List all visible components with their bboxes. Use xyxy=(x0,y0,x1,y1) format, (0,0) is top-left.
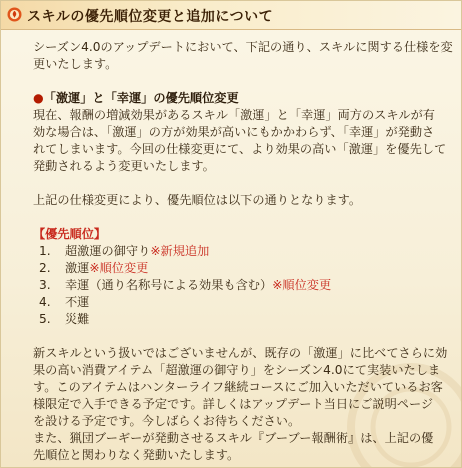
closing-line: を設ける予定です。今しばらくお待ちください。 xyxy=(33,414,301,428)
priority-item xyxy=(33,243,453,260)
priority-item xyxy=(33,294,453,311)
priority-label: 幸運（通り名称号による効果も含む） xyxy=(65,278,273,292)
priority-label: 災難 xyxy=(65,312,90,326)
notice-body xyxy=(33,39,453,464)
closing-line: す。このアイテムはハンターライフ継続コースにご加入いただいているお客 xyxy=(33,380,443,394)
closing-line: 先順位と関わりなく発動いたします。 xyxy=(33,448,240,462)
section-heading xyxy=(33,90,453,107)
priority-label: 激運 xyxy=(65,261,90,275)
priority-item xyxy=(33,260,453,277)
page-title: スキルの優先順位変更と追加について xyxy=(27,9,274,25)
priority-item xyxy=(33,277,453,294)
priority-label: 不運 xyxy=(65,295,90,309)
priority-number: 1. xyxy=(39,244,51,258)
closing-line: 様限定で入手できる予定です。詳しくはアップデート当日にご説明ページ xyxy=(33,397,434,411)
flame-badge-icon xyxy=(7,7,22,22)
priority-note: ※新規追加 xyxy=(150,244,210,258)
section-body-line: 効な場合は、「激運」の方が効果が高いにもかかわらず、「幸運」が発動さ xyxy=(33,125,435,139)
intro-text: シーズン4.0のアップデートにおいて、下記の通り、スキルに関する仕様を変更いたします。 xyxy=(33,40,453,71)
priority-item xyxy=(33,311,453,328)
priority-title: 【優先順位】 xyxy=(33,227,107,241)
summary-text: 上記の仕様変更により、優先順位は以下の通りとなります。 xyxy=(33,193,362,207)
section-heading-text: 「激運」と「幸運」の優先順位変更 xyxy=(43,91,239,105)
priority-number: 5. xyxy=(39,312,51,326)
closing-line: また、猟団ブーギーが発動させるスキル『ブーブー報酬術』は、上記の優 xyxy=(33,431,434,445)
priority-note: ※順位変更 xyxy=(89,261,149,275)
priority-number: 3. xyxy=(39,278,51,292)
closing-line: 果の高い消費アイテム「超激運の御守り」をシーズン4.0にて実装いたしま xyxy=(33,363,441,377)
section-body-line: 現在、報酬の増減効果があるスキル「激運」と「幸運」両方のスキルが有 xyxy=(33,108,435,122)
priority-label: 超激運の御守り xyxy=(65,244,151,258)
section-body-line: れてしまいます。今回の仕様変更にて、より効果の高い「激運」を優先して xyxy=(33,142,447,156)
closing-line: 新スキルという扱いではございませんが、既存の「激運」に比べてさらに効 xyxy=(33,346,448,360)
priority-number: 2. xyxy=(39,261,51,275)
notice-header xyxy=(1,1,461,30)
section-body-line: 発動されるよう変更いたします。 xyxy=(33,159,215,173)
priority-note: ※順位変更 xyxy=(272,278,332,292)
bullet-icon: ● xyxy=(33,91,44,105)
priority-number: 4. xyxy=(39,295,51,309)
